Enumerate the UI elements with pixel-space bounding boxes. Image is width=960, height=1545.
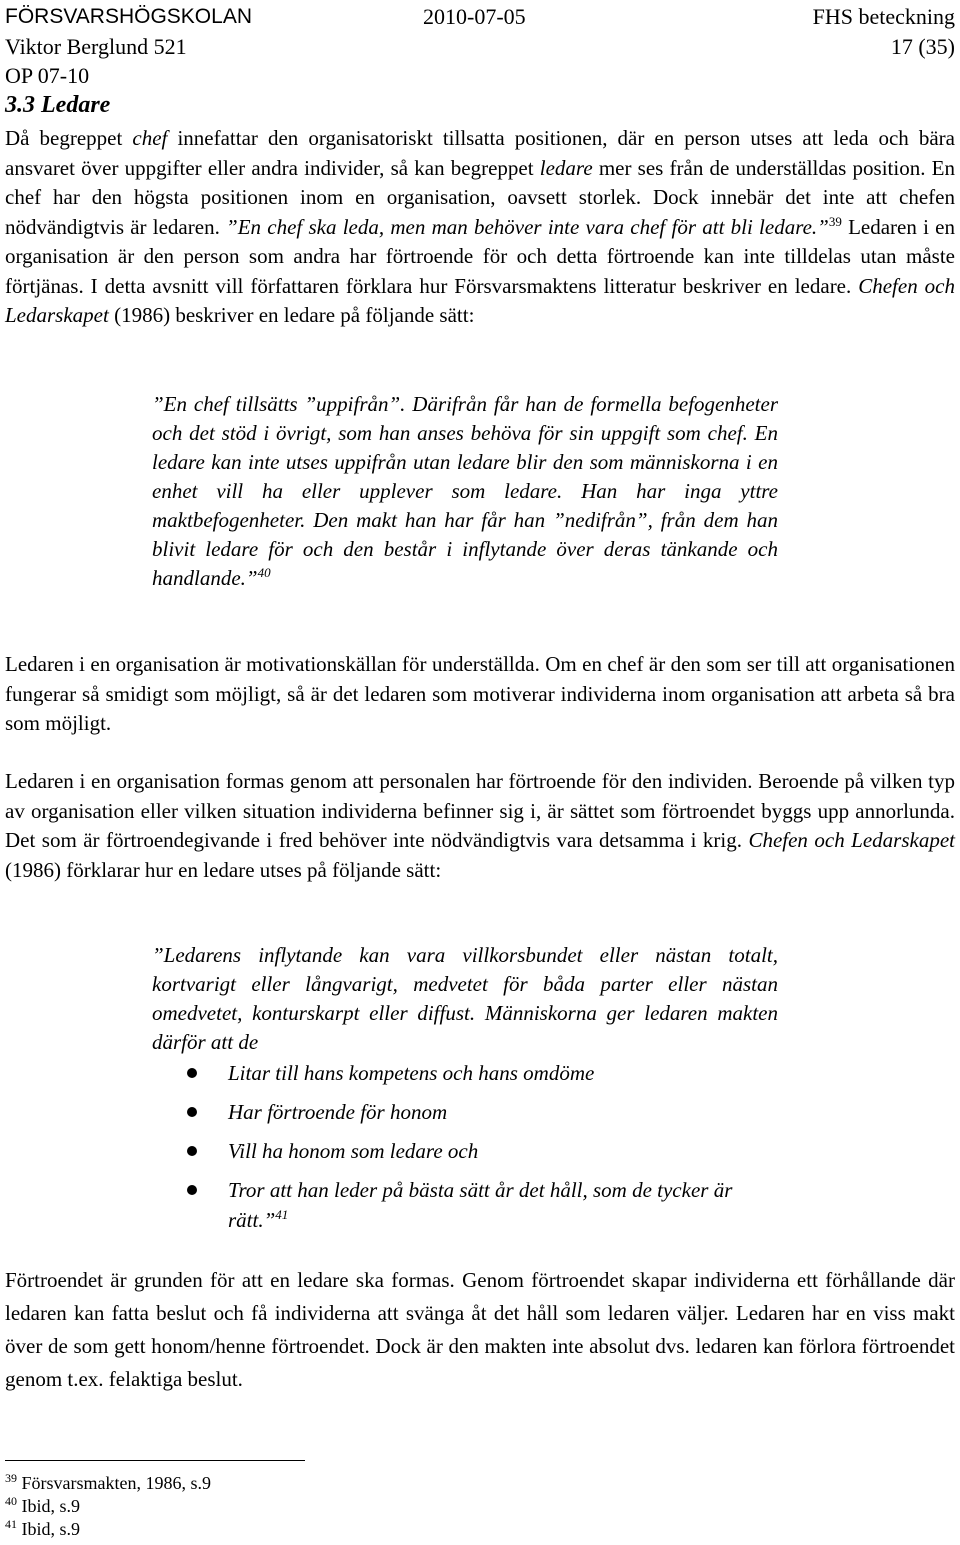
list-item-text: Tror att han leder på bästa sätt år det håll, som de tycker är rätt.” bbox=[228, 1178, 733, 1232]
paragraph-2: Ledaren i en organisation är motivationskällan för underställda. Om en chef är den som ser till att organisationen fungerar så smidigt som möjligt, så är det ledaren som motiverar individerna inom organisation att arbeta så bra som möjligt. bbox=[5, 652, 955, 735]
paragraph-3 bbox=[5, 767, 955, 885]
p1-book-title: Chefen och Ledarskapet bbox=[5, 273, 956, 327]
p3-text-a: Ledaren i en organisation formas genom att personalen har förtroende för den individen. Beroende på vilken typ av organisation eller vilken situation individerna befinner sig i, är sättet som förtroendet byggs upp annorlunda. Det som är förtroendegivande i fred behöver inte nödvändigtvis vara detsamma i krig. bbox=[5, 769, 955, 852]
footnote-text: Försvarsmakten, 1986, s.9 bbox=[21, 1473, 211, 1493]
footnote-ref-39: 39 bbox=[828, 213, 842, 229]
list-item-text: Har förtroende för honom bbox=[228, 1100, 448, 1124]
p1-quote: ”En chef ska leda, men man behöver inte vara chef för att bli ledare.” bbox=[226, 214, 829, 239]
list-item bbox=[185, 1175, 788, 1235]
block-quote-2: ”Ledarens inflytande kan vara villkorsbundet eller nästan totalt, kortvarigt eller långvarigt, medvetet för båda parter eller nästan omedvetet, konturskarpt eller diffust. Människorna ger ledaren makten därför att de bbox=[152, 943, 778, 1054]
footnote-40 bbox=[5, 1494, 80, 1518]
footnote-number: 39 bbox=[5, 1471, 17, 1485]
p3-book-title: Chefen och Ledarskapet bbox=[748, 828, 955, 852]
quote-2-bullet-list bbox=[185, 1058, 785, 1244]
paragraph-1 bbox=[5, 124, 955, 331]
p1-text-i: (1986) beskriver en ledare på följande sätt: bbox=[108, 303, 475, 327]
list-item-text: Vill ha honom som ledare och bbox=[228, 1139, 479, 1163]
bullet-icon bbox=[187, 1107, 197, 1117]
footnote-ref-41: 41 bbox=[275, 1207, 289, 1222]
p1-text-g: Ledaren i en organisation är den person som andra har förtroende för och detta förtroende kan inte tilldelas utan måste förtjänas. I detta avsnitt vill författaren förklara hur Försvarsmaktens litteratur beskriver en ledare. bbox=[5, 214, 955, 298]
block-quote-1 bbox=[152, 390, 778, 593]
header-label: FHS beteckning bbox=[812, 4, 955, 29]
footnote-39 bbox=[5, 1471, 211, 1495]
paragraph-4: Förtroendet är grunden för att en ledare ska formas. Genom förtroendet skapar individerna ett förhållande där ledaren kan fatta beslut och få individerna att svänga åt det håll som ledaren väljer. Ledaren har en viss makt över de som gett honom/henne förtroendet. Dock är den makten inte absolut dvs. ledaren kan förlora förtroendet genom t.ex. felaktiga beslut. bbox=[5, 1268, 955, 1391]
quote-1-text: ”En chef tillsätts ”uppifrån”. Därifrån får han de formella befogenheter och det stöd i övrigt, som han anses behöva för sin uppgift som chef. En ledare kan inte utses uppifrån utan ledare blir den som människorna i en enhet vill ha eller upplever som ledare. Han har inga yttre maktbefogenheter. Den makt han har får han ”nedifrån”, från dem han blivit ledare för och den består i inflytande över deras tänkande och handlande.” bbox=[152, 392, 778, 590]
p1-text-e: mer ses från de underställdas position. En chef har den högsta positionen inom en organisation, oavsett storlek. Dock innebär det inte att chefen nödvändigtvis är ledaren. bbox=[5, 155, 955, 239]
header-author: Viktor Berglund 521 bbox=[5, 34, 187, 59]
bullet-icon bbox=[187, 1146, 197, 1156]
p1-term-chef: chef bbox=[132, 126, 168, 150]
header-school: FÖRSVARSHÖGSKOLAN bbox=[5, 5, 252, 28]
header-page-number: 17 (35) bbox=[890, 34, 955, 59]
p1-text-a: Då begreppet bbox=[5, 126, 133, 150]
footnote-number: 41 bbox=[5, 1517, 17, 1531]
footnote-number: 40 bbox=[5, 1494, 17, 1508]
section-heading: 3.3 Ledare bbox=[5, 92, 111, 118]
bullet-icon bbox=[187, 1068, 197, 1078]
list-item bbox=[185, 1097, 785, 1127]
bullet-icon bbox=[187, 1185, 197, 1195]
p3-text-c: (1986) förklarar hur en ledare utses på följande sätt: bbox=[5, 857, 442, 882]
p1-term-ledare: ledare bbox=[539, 155, 593, 180]
footnote-divider bbox=[5, 1460, 305, 1461]
header-course: OP 07-10 bbox=[5, 63, 90, 88]
list-item bbox=[185, 1136, 785, 1166]
p1-text-c: innefattar den organisatoriskt tillsatta positionen, där en person utses att leda och bära ansvaret över uppgifter eller andra individer, så kan begreppet bbox=[5, 126, 955, 180]
footnote-ref-40: 40 bbox=[257, 565, 271, 580]
list-item-text: Litar till hans kompetens och hans omdöme bbox=[228, 1061, 595, 1085]
list-item bbox=[185, 1058, 785, 1088]
header-date: 2010-07-05 bbox=[423, 4, 526, 29]
footnote-text: Ibid, s.9 bbox=[21, 1496, 80, 1516]
footnote-41 bbox=[5, 1517, 80, 1541]
footnote-text: Ibid, s.9 bbox=[21, 1519, 80, 1539]
